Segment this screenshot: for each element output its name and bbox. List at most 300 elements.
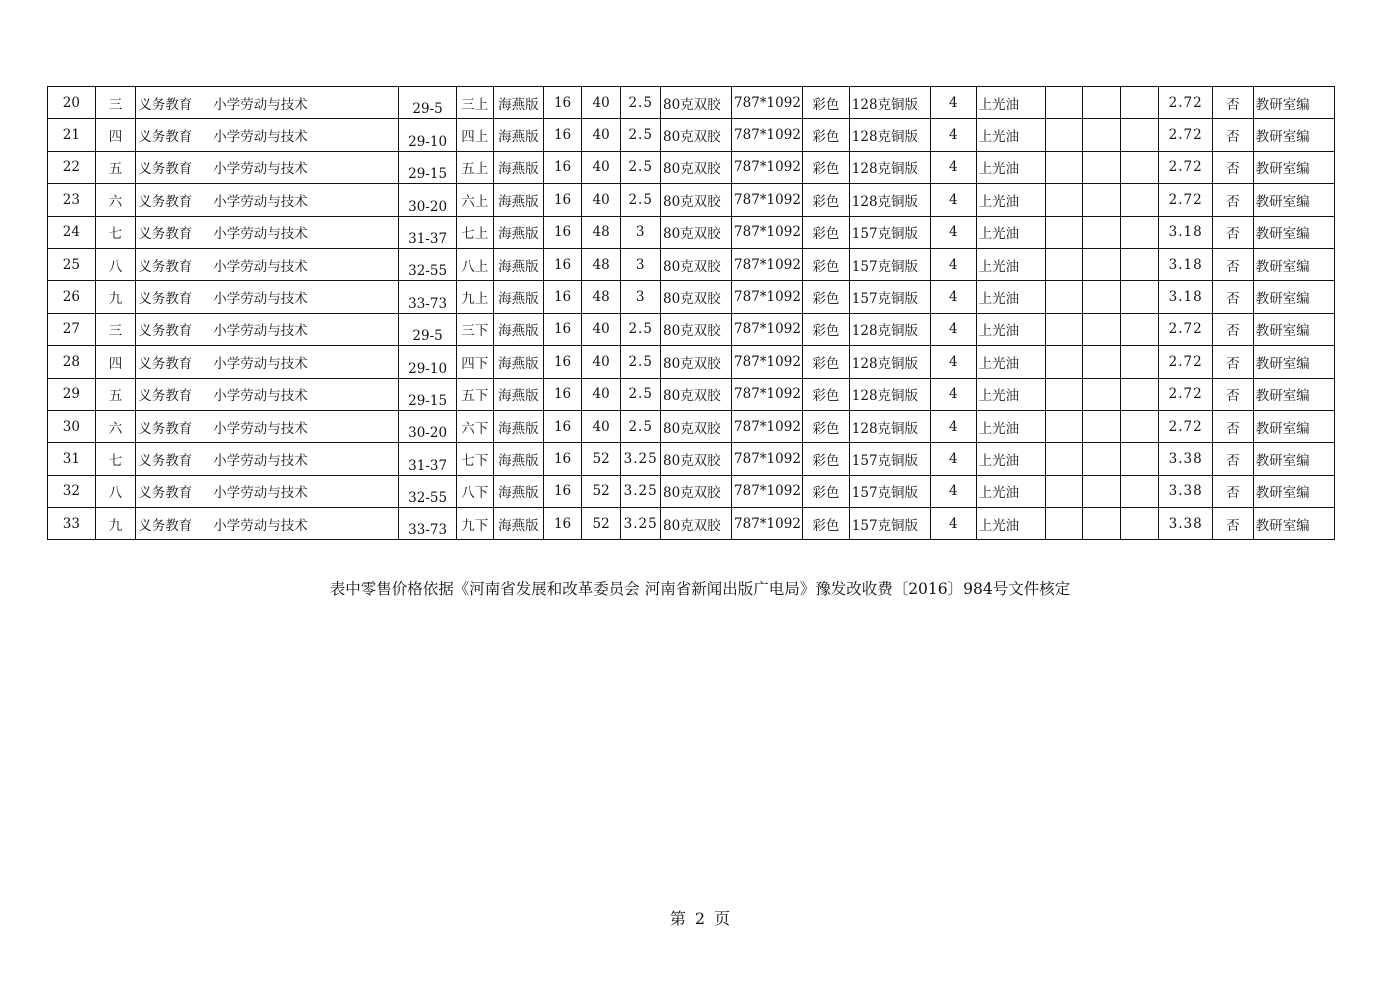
edition-cell: 海燕版 [493,248,544,280]
grade-cell: 六 [95,184,136,216]
edition-cell: 海燕版 [493,184,544,216]
title-cell [136,410,399,442]
empty-cell [1120,281,1159,313]
compiler-cell: 教研室编 [1253,443,1334,475]
table-row [48,184,1335,216]
table-row [48,378,1335,410]
paper-cell: 80克双胶 [660,248,731,280]
subject-name: 小学劳动与技术 [213,193,308,210]
subject-name: 小学劳动与技术 [213,323,308,340]
compiler-cell: 教研室编 [1253,475,1334,507]
series-name: 义务教育 [138,323,193,340]
volume-cell: 七上 [457,216,494,248]
cover-colors-cell: 4 [930,184,976,216]
flag-cell: 否 [1213,346,1254,378]
subject-name: 小学劳动与技术 [213,485,308,502]
seq-cell: 30 [48,410,96,442]
paper-cell: 80克双胶 [660,184,731,216]
volume-cell: 四下 [457,346,494,378]
cover-paper-cell: 157克铜版 [849,248,930,280]
code-cell: 29-15 [399,151,457,183]
empty-cell [1120,119,1159,151]
cover-colors-cell: 4 [930,119,976,151]
seq-cell: 31 [48,443,96,475]
finish-cell: 上光油 [976,378,1045,410]
finish-cell: 上光油 [976,508,1045,540]
paper-cell: 80克双胶 [660,119,731,151]
seq-cell: 25 [48,248,96,280]
price-cell: 2.72 [1159,313,1213,345]
empty-cell [1120,184,1159,216]
volume-cell: 九下 [457,508,494,540]
edition-cell: 海燕版 [493,443,544,475]
paper-cell: 80克双胶 [660,216,731,248]
grade-cell: 五 [95,151,136,183]
edition-cell: 海燕版 [493,378,544,410]
seq-cell: 24 [48,216,96,248]
sheets-cell: 48 [581,281,621,313]
empty-cell [1045,184,1083,216]
color-cell: 彩色 [803,248,850,280]
empty-cell [1045,378,1083,410]
empty-cell [1083,184,1121,216]
volume-cell: 三下 [457,313,494,345]
sheets-cell: 40 [581,151,621,183]
series-name: 义务教育 [138,517,193,534]
cover-paper-cell: 157克铜版 [849,216,930,248]
sheets-cell: 40 [581,87,621,119]
edition-cell: 海燕版 [493,87,544,119]
code-cell: 31-37 [399,443,457,475]
finish-cell: 上光油 [976,475,1045,507]
table-row [48,410,1335,442]
title-cell [136,378,399,410]
sheets-cell: 40 [581,184,621,216]
printed-sheets-cell: 3.25 [621,508,661,540]
compiler-cell: 教研室编 [1253,248,1334,280]
price-cell: 3.38 [1159,443,1213,475]
empty-cell [1045,410,1083,442]
printed-sheets-cell: 2.5 [621,87,661,119]
cover-colors-cell: 4 [930,87,976,119]
empty-cell [1045,475,1083,507]
table-row [48,508,1335,540]
finish-cell: 上光油 [976,313,1045,345]
subject-name: 小学劳动与技术 [213,517,308,534]
printed-sheets-cell: 2.5 [621,410,661,442]
cover-colors-cell: 4 [930,410,976,442]
empty-cell [1045,443,1083,475]
paper-cell: 80克双胶 [660,313,731,345]
title-cell [136,87,399,119]
compiler-cell: 教研室编 [1253,216,1334,248]
code-cell: 29-10 [399,346,457,378]
empty-cell [1120,151,1159,183]
table-row [48,443,1335,475]
empty-cell [1083,508,1121,540]
table-body [48,87,1335,540]
table-row [48,313,1335,345]
printed-sheets-cell: 2.5 [621,184,661,216]
flag-cell: 否 [1213,216,1254,248]
paper-cell: 80克双胶 [660,346,731,378]
flag-cell: 否 [1213,119,1254,151]
sheets-cell: 52 [581,508,621,540]
cover-colors-cell: 4 [930,475,976,507]
empty-cell [1045,119,1083,151]
empty-cell [1045,248,1083,280]
format-cell: 16 [544,216,582,248]
compiler-cell: 教研室编 [1253,87,1334,119]
cover-colors-cell: 4 [930,508,976,540]
printed-sheets-cell: 2.5 [621,119,661,151]
price-cell: 3.38 [1159,475,1213,507]
paper-cell: 80克双胶 [660,443,731,475]
code-cell: 32-55 [399,475,457,507]
edition-cell: 海燕版 [493,119,544,151]
format-cell: 16 [544,151,582,183]
volume-cell: 八下 [457,475,494,507]
volume-cell: 七下 [457,443,494,475]
title-cell [136,184,399,216]
compiler-cell: 教研室编 [1253,346,1334,378]
cover-paper-cell: 128克铜版 [849,410,930,442]
color-cell: 彩色 [803,475,850,507]
grade-cell: 三 [95,313,136,345]
volume-cell: 六上 [457,184,494,216]
seq-cell: 32 [48,475,96,507]
price-cell: 2.72 [1159,184,1213,216]
cover-paper-cell: 157克铜版 [849,281,930,313]
cover-colors-cell: 4 [930,248,976,280]
empty-cell [1120,346,1159,378]
empty-cell [1083,475,1121,507]
code-cell: 29-10 [399,119,457,151]
table-row [48,475,1335,507]
color-cell: 彩色 [803,216,850,248]
empty-cell [1083,216,1121,248]
subject-name: 小学劳动与技术 [213,388,308,405]
grade-cell: 六 [95,410,136,442]
empty-cell [1120,216,1159,248]
empty-cell [1120,248,1159,280]
color-cell: 彩色 [803,443,850,475]
seq-cell: 28 [48,346,96,378]
volume-cell: 五上 [457,151,494,183]
format-cell: 16 [544,184,582,216]
size-cell: 787*1092 [732,151,803,183]
price-cell: 2.72 [1159,410,1213,442]
price-cell: 2.72 [1159,378,1213,410]
subject-name: 小学劳动与技术 [213,258,308,275]
code-cell: 29-5 [399,313,457,345]
empty-cell [1045,508,1083,540]
format-cell: 16 [544,508,582,540]
edition-cell: 海燕版 [493,508,544,540]
table-row [48,216,1335,248]
cover-paper-cell: 128克铜版 [849,87,930,119]
cover-paper-cell: 128克铜版 [849,313,930,345]
series-name: 义务教育 [138,226,193,243]
printed-sheets-cell: 3 [621,216,661,248]
format-cell: 16 [544,443,582,475]
grade-cell: 九 [95,508,136,540]
grade-cell: 九 [95,281,136,313]
price-cell: 2.72 [1159,87,1213,119]
edition-cell: 海燕版 [493,410,544,442]
edition-cell: 海燕版 [493,281,544,313]
printed-sheets-cell: 2.5 [621,313,661,345]
grade-cell: 四 [95,346,136,378]
format-cell: 16 [544,87,582,119]
cover-paper-cell: 157克铜版 [849,508,930,540]
finish-cell: 上光油 [976,443,1045,475]
cover-colors-cell: 4 [930,216,976,248]
cover-colors-cell: 4 [930,313,976,345]
flag-cell: 否 [1213,151,1254,183]
grade-cell: 八 [95,248,136,280]
color-cell: 彩色 [803,184,850,216]
title-cell [136,119,399,151]
subject-name: 小学劳动与技术 [213,291,308,308]
color-cell: 彩色 [803,410,850,442]
subject-name: 小学劳动与技术 [213,420,308,437]
compiler-cell: 教研室编 [1253,151,1334,183]
compiler-cell: 教研室编 [1253,184,1334,216]
printed-sheets-cell: 2.5 [621,378,661,410]
format-cell: 16 [544,346,582,378]
textbook-price-table [47,86,1335,540]
price-cell: 3.18 [1159,248,1213,280]
title-cell [136,151,399,183]
flag-cell: 否 [1213,410,1254,442]
sheets-cell: 40 [581,378,621,410]
paper-cell: 80克双胶 [660,87,731,119]
size-cell: 787*1092 [732,87,803,119]
compiler-cell: 教研室编 [1253,508,1334,540]
flag-cell: 否 [1213,313,1254,345]
cover-colors-cell: 4 [930,151,976,183]
seq-cell: 20 [48,87,96,119]
seq-cell: 27 [48,313,96,345]
flag-cell: 否 [1213,184,1254,216]
code-cell: 32-55 [399,248,457,280]
grade-cell: 五 [95,378,136,410]
color-cell: 彩色 [803,119,850,151]
sheets-cell: 40 [581,313,621,345]
paper-cell: 80克双胶 [660,378,731,410]
empty-cell [1120,378,1159,410]
empty-cell [1045,151,1083,183]
price-cell: 3.18 [1159,216,1213,248]
seq-cell: 22 [48,151,96,183]
subject-name: 小学劳动与技术 [213,129,308,146]
empty-cell [1083,410,1121,442]
format-cell: 16 [544,475,582,507]
finish-cell: 上光油 [976,184,1045,216]
grade-cell: 七 [95,216,136,248]
color-cell: 彩色 [803,508,850,540]
printed-sheets-cell: 2.5 [621,151,661,183]
table-row [48,248,1335,280]
seq-cell: 23 [48,184,96,216]
flag-cell: 否 [1213,508,1254,540]
subject-name: 小学劳动与技术 [213,226,308,243]
cover-paper-cell: 128克铜版 [849,184,930,216]
volume-cell: 四上 [457,119,494,151]
empty-cell [1083,313,1121,345]
seq-cell: 29 [48,378,96,410]
page-number: 第 2 页 [669,909,731,928]
size-cell: 787*1092 [732,216,803,248]
cover-paper-cell: 157克铜版 [849,475,930,507]
finish-cell: 上光油 [976,281,1045,313]
size-cell: 787*1092 [732,475,803,507]
compiler-cell: 教研室编 [1253,119,1334,151]
seq-cell: 33 [48,508,96,540]
code-cell: 33-73 [399,281,457,313]
empty-cell [1045,346,1083,378]
empty-cell [1045,216,1083,248]
compiler-cell: 教研室编 [1253,378,1334,410]
table-row [48,87,1335,119]
table-row [48,119,1335,151]
cover-paper-cell: 128克铜版 [849,378,930,410]
printed-sheets-cell: 3.25 [621,475,661,507]
seq-cell: 26 [48,281,96,313]
format-cell: 16 [544,281,582,313]
size-cell: 787*1092 [732,410,803,442]
empty-cell [1083,346,1121,378]
paper-cell: 80克双胶 [660,410,731,442]
printed-sheets-cell: 3 [621,281,661,313]
table-row [48,151,1335,183]
empty-cell [1120,475,1159,507]
size-cell: 787*1092 [732,184,803,216]
color-cell: 彩色 [803,151,850,183]
color-cell: 彩色 [803,313,850,345]
flag-cell: 否 [1213,281,1254,313]
series-name: 义务教育 [138,193,193,210]
edition-cell: 海燕版 [493,216,544,248]
finish-cell: 上光油 [976,151,1045,183]
format-cell: 16 [544,313,582,345]
paper-cell: 80克双胶 [660,508,731,540]
title-cell [136,313,399,345]
finish-cell: 上光油 [976,119,1045,151]
sheets-cell: 48 [581,216,621,248]
title-cell [136,281,399,313]
subject-name: 小学劳动与技术 [213,355,308,372]
empty-cell [1083,87,1121,119]
code-cell: 31-37 [399,216,457,248]
finish-cell: 上光油 [976,410,1045,442]
size-cell: 787*1092 [732,378,803,410]
cover-paper-cell: 157克铜版 [849,443,930,475]
grade-cell: 八 [95,475,136,507]
empty-cell [1083,281,1121,313]
flag-cell: 否 [1213,443,1254,475]
empty-cell [1120,443,1159,475]
grade-cell: 三 [95,87,136,119]
volume-cell: 八上 [457,248,494,280]
price-cell: 2.72 [1159,151,1213,183]
empty-cell [1083,378,1121,410]
code-cell: 30-20 [399,410,457,442]
empty-cell [1083,248,1121,280]
edition-cell: 海燕版 [493,151,544,183]
compiler-cell: 教研室编 [1253,410,1334,442]
compiler-cell: 教研室编 [1253,281,1334,313]
format-cell: 16 [544,378,582,410]
price-cell: 3.18 [1159,281,1213,313]
edition-cell: 海燕版 [493,313,544,345]
size-cell: 787*1092 [732,119,803,151]
subject-name: 小学劳动与技术 [213,452,308,469]
cover-colors-cell: 4 [930,281,976,313]
flag-cell: 否 [1213,378,1254,410]
finish-cell: 上光油 [976,248,1045,280]
format-cell: 16 [544,248,582,280]
series-name: 义务教育 [138,355,193,372]
code-cell: 30-20 [399,184,457,216]
flag-cell: 否 [1213,248,1254,280]
empty-cell [1045,313,1083,345]
seq-cell: 21 [48,119,96,151]
edition-cell: 海燕版 [493,475,544,507]
price-cell: 2.72 [1159,119,1213,151]
sheets-cell: 40 [581,346,621,378]
empty-cell [1045,87,1083,119]
flag-cell: 否 [1213,475,1254,507]
printed-sheets-cell: 2.5 [621,346,661,378]
cover-colors-cell: 4 [930,378,976,410]
format-cell: 16 [544,410,582,442]
series-name: 义务教育 [138,96,193,113]
color-cell: 彩色 [803,378,850,410]
format-cell: 16 [544,119,582,151]
title-cell [136,508,399,540]
volume-cell: 五下 [457,378,494,410]
compiler-cell: 教研室编 [1253,313,1334,345]
volume-cell: 六下 [457,410,494,442]
subject-name: 小学劳动与技术 [213,161,308,178]
code-cell: 29-15 [399,378,457,410]
size-cell: 787*1092 [732,508,803,540]
price-cell: 2.72 [1159,346,1213,378]
subject-name: 小学劳动与技术 [213,96,308,113]
sheets-cell: 52 [581,443,621,475]
size-cell: 787*1092 [732,346,803,378]
empty-cell [1083,443,1121,475]
series-name: 义务教育 [138,388,193,405]
title-cell [136,346,399,378]
code-cell: 29-5 [399,87,457,119]
paper-cell: 80克双胶 [660,475,731,507]
table-row [48,281,1335,313]
finish-cell: 上光油 [976,87,1045,119]
series-name: 义务教育 [138,258,193,275]
sheets-cell: 40 [581,410,621,442]
table-row [48,346,1335,378]
empty-cell [1083,119,1121,151]
empty-cell [1083,151,1121,183]
sheets-cell: 52 [581,475,621,507]
sheets-cell: 40 [581,119,621,151]
finish-cell: 上光油 [976,346,1045,378]
paper-cell: 80克双胶 [660,151,731,183]
color-cell: 彩色 [803,281,850,313]
